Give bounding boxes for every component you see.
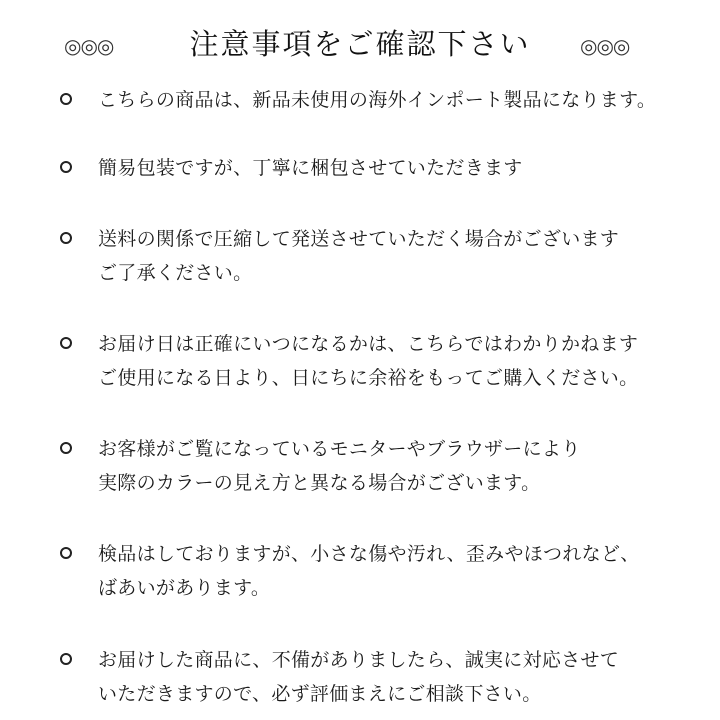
notice-text-line: 簡易包装ですが、丁寧に梱包させていただきます — [98, 157, 523, 179]
notice-text-line: 送料の関係で圧縮して発送させていただく場合がございます — [98, 228, 620, 250]
circle-bullet-icon — [60, 232, 72, 244]
notice-text-line: こちらの商品は、新品未使用の海外インポート製品になります。 — [98, 89, 657, 111]
notice-text-line: ご使用になる日より、日にちに余裕をもってご購入ください。 — [98, 367, 639, 389]
notice-text-line: 実際のカラーの見え方と異なる場合がございます。 — [98, 472, 541, 494]
notice-text-line: いただきますので、必ず評価まえにご相談下さい。 — [98, 683, 542, 705]
notice-header — [0, 22, 720, 70]
circle-bullet-icon — [60, 93, 72, 105]
circle-bullet-icon — [60, 442, 72, 454]
double-circle-decoration-right: ◎◎◎ — [580, 34, 630, 58]
circle-bullet-icon — [60, 337, 72, 349]
notice-text-line: お届け日は正確にいつになるかは、こちらではわかりかねます — [98, 333, 639, 355]
double-circle-decoration-left: ◎◎◎ — [64, 34, 114, 58]
notice-text-line: ご了承ください。 — [98, 262, 253, 284]
notice-text-line: 検品はしておりますが、小さな傷や汚れ、歪みやほつれなど、 — [98, 543, 640, 565]
circle-bullet-icon — [60, 653, 72, 665]
notice-text-line: お客様がご覧になっているモニターやブラウザーにより — [98, 438, 581, 460]
notice-text-line: お届けした商品に、不備がありましたら、誠実に対応させて — [98, 649, 620, 671]
notice-text-line: ばあいがあります。 — [98, 577, 271, 599]
circle-bullet-icon — [60, 547, 72, 559]
circle-bullet-icon — [60, 161, 72, 173]
page-title: 注意事項をご確認下さい — [189, 27, 531, 61]
